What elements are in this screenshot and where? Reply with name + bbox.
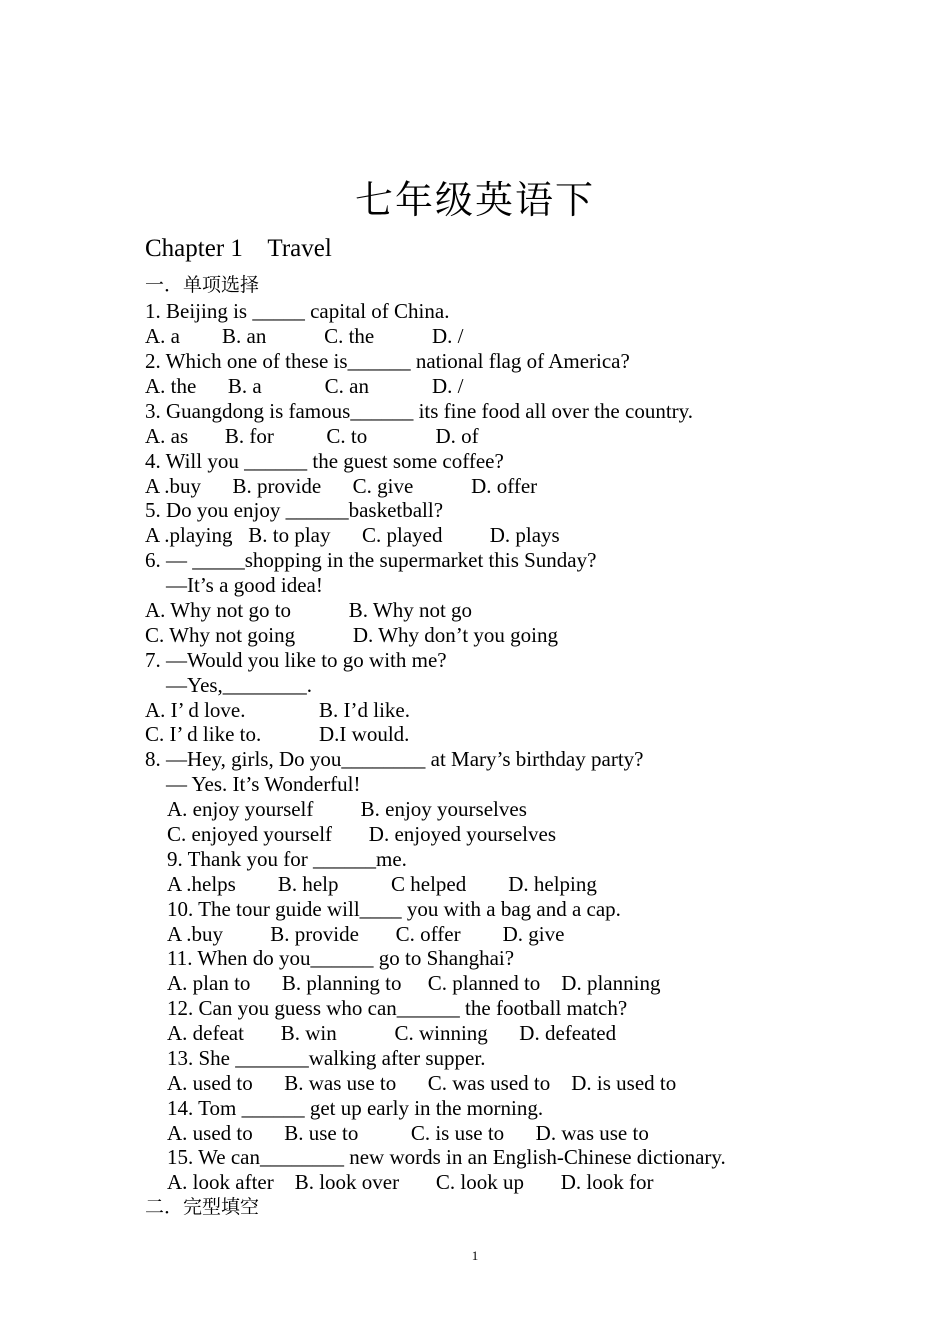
page-number: 1 — [471, 1248, 479, 1263]
question-8: 8. —Hey, girls, Do you________ at Mary’s birthday party? — [145, 747, 644, 771]
options-8b: C. enjoyed yourself D. enjoyed yourselves — [167, 822, 557, 846]
options-10: A .buy B. provide C. offer D. give — [167, 922, 565, 946]
question-6-reply: —It’s a good idea! — [166, 573, 323, 597]
chapter-heading: Chapter 1 Travel — [145, 235, 332, 262]
section-heading-single-choice: 一．单项选择 — [145, 274, 260, 296]
question-3: 3. Guangdong is famous______ its fine food all over the country. — [145, 399, 694, 423]
options-6b: C. Why not going D. Why don’t you going — [145, 623, 559, 647]
options-7a: A. I’ d love. B. I’d like. — [145, 698, 410, 722]
question-7-reply: —Yes,________. — [166, 673, 313, 697]
question-9: 9. Thank you for ______me. — [167, 847, 407, 871]
question-15: 15. We can________ new words in an English-Chinese dictionary. — [167, 1145, 726, 1169]
options-11: A. plan to B. planning to C. planned to D. planning — [167, 971, 661, 995]
page-title: 七年级英语下 — [354, 178, 595, 222]
options-2: A. the B. a C. an D. / — [145, 374, 464, 398]
question-5: 5. Do you enjoy ______basketball? — [145, 498, 444, 522]
question-12: 12. Can you guess who can______ the football match? — [167, 996, 628, 1020]
options-8a: A. enjoy yourself B. enjoy yourselves — [167, 797, 527, 821]
options-7b: C. I’ d like to. D.I would. — [145, 722, 410, 746]
question-2: 2. Which one of these is______ national flag of America? — [145, 349, 630, 373]
question-14: 14. Tom ______ get up early in the morning. — [167, 1096, 544, 1120]
options-6a: A. Why not go to B. Why not go — [145, 598, 473, 622]
options-4: A .buy B. provide C. give D. offer — [145, 474, 538, 498]
question-1: 1. Beijing is _____ capital of China. — [145, 299, 450, 323]
options-5: A .playing B. to play C. played D. plays — [145, 523, 560, 547]
options-12: A. defeat B. win C. winning D. defeated — [167, 1021, 617, 1045]
section-heading-cloze: 二．完型填空 — [145, 1196, 260, 1218]
options-3: A. as B. for C. to D. of — [145, 424, 479, 448]
question-13: 13. She _______walking after supper. — [167, 1046, 486, 1070]
question-11: 11. When do you______ go to Shanghai? — [167, 946, 515, 970]
options-15: A. look after B. look over C. look up D. look for — [167, 1170, 654, 1194]
options-9: A .helps B. help C helped D. helping — [167, 872, 597, 896]
options-13: A. used to B. was use to C. was used to D. is used to — [167, 1071, 677, 1095]
question-8-reply: — Yes. It’s Wonderful! — [166, 772, 361, 796]
question-10: 10. The tour guide will____ you with a bag and a cap. — [167, 897, 621, 921]
question-7: 7. —Would you like to go with me? — [145, 648, 447, 672]
question-4: 4. Will you ______ the guest some coffee? — [145, 449, 504, 473]
options-1: A. a B. an C. the D. / — [145, 324, 464, 348]
options-14: A. used to B. use to C. is use to D. was use to — [167, 1121, 649, 1145]
question-6: 6. — _____shopping in the supermarket this Sunday? — [145, 548, 597, 572]
